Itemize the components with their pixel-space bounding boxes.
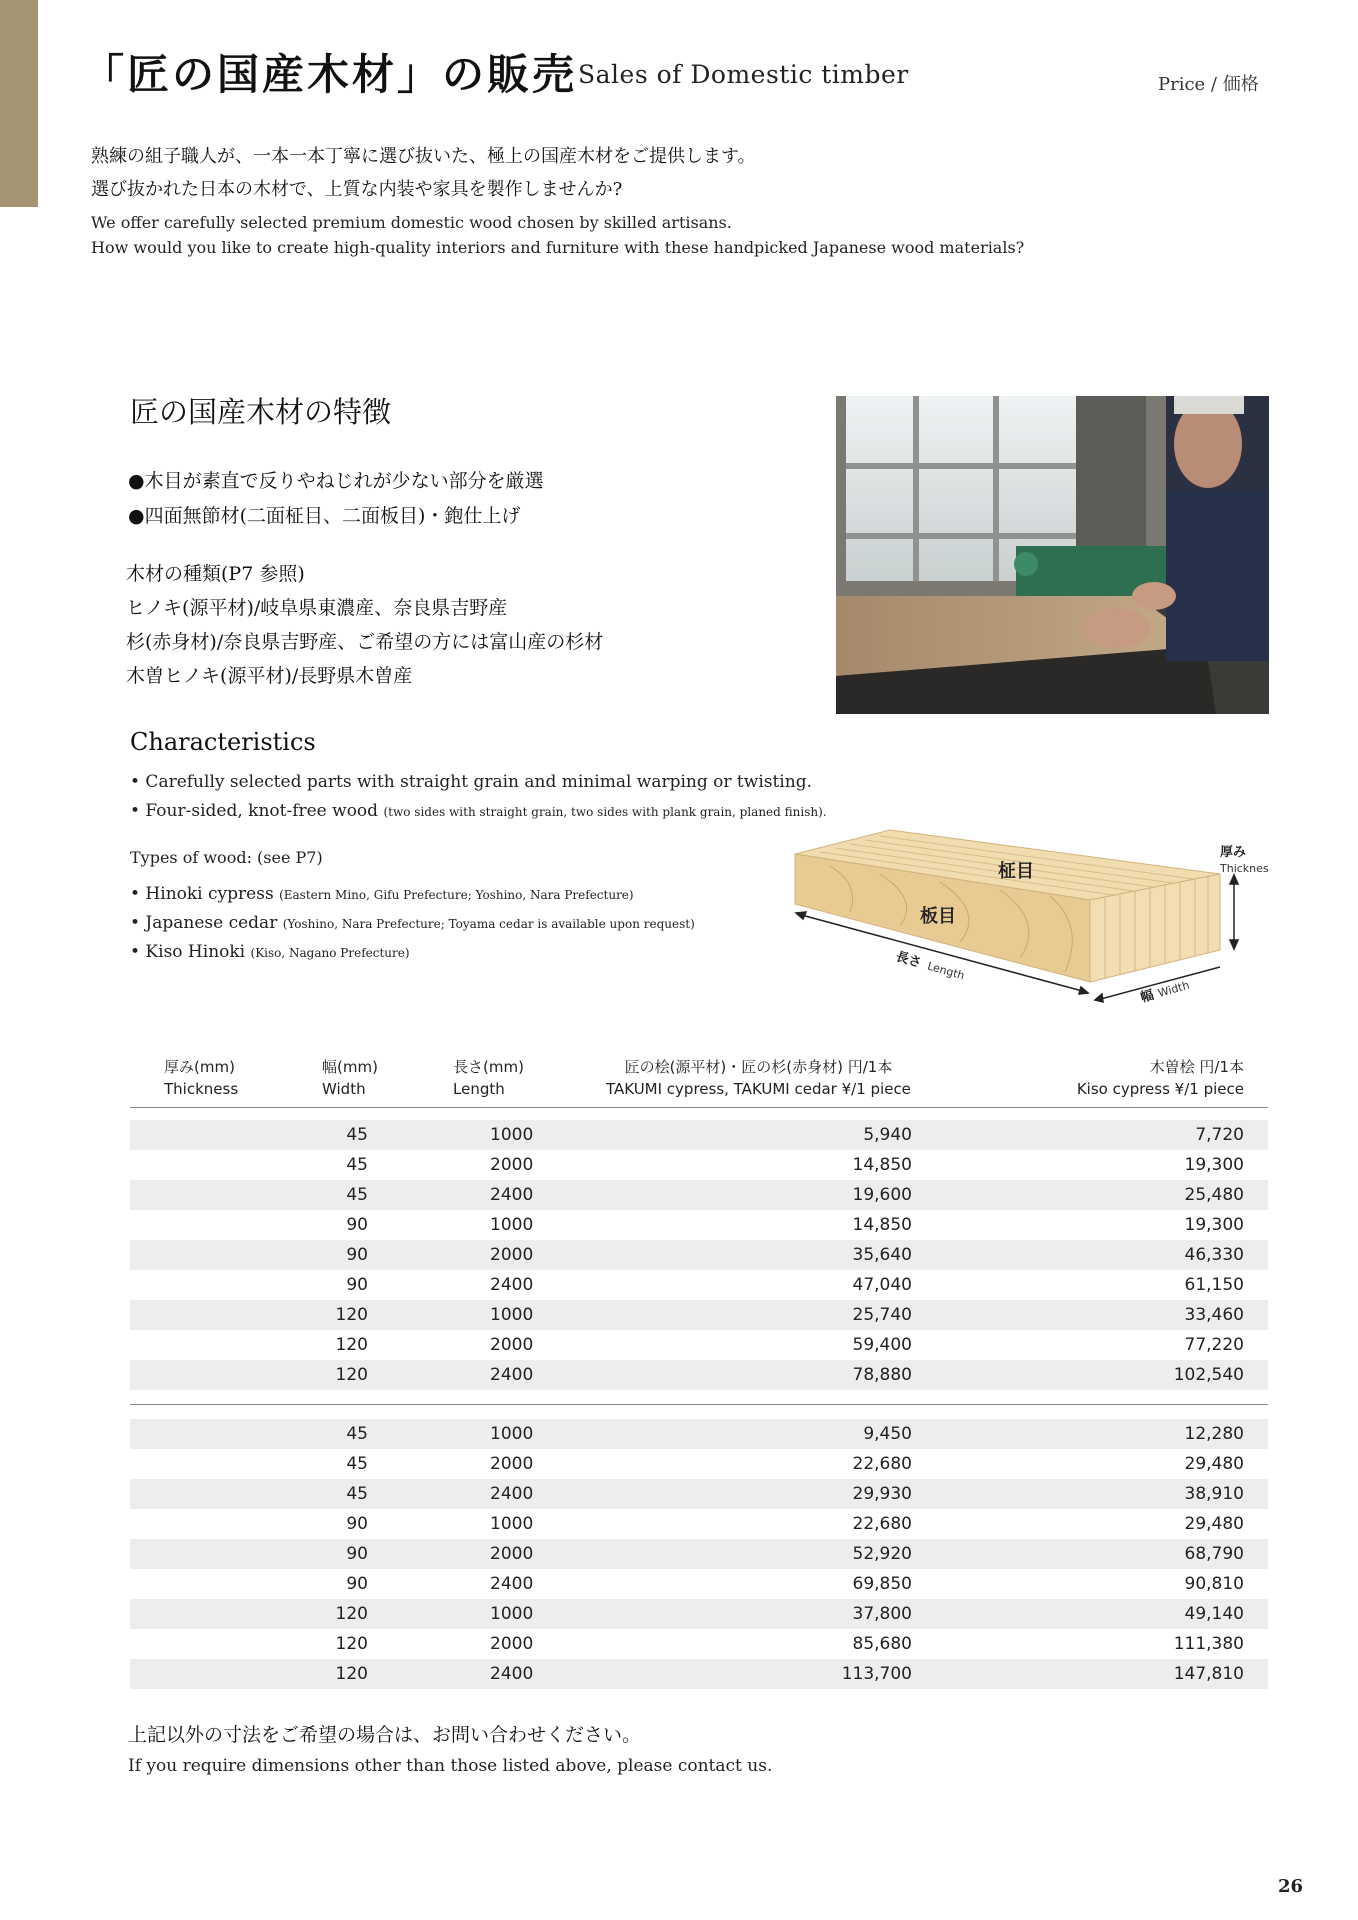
- wood-type-en-item: [130, 909, 695, 938]
- type-origin: (Eastern Mino, Gifu Prefecture; Yoshino, Nara Prefecture): [279, 888, 634, 902]
- cell-width: 90: [346, 1275, 368, 1295]
- cell-takumi: 59,400: [852, 1335, 912, 1355]
- cell-width: 120: [335, 1305, 368, 1325]
- header-thickness-en: Thickness: [164, 1080, 239, 1098]
- cell-width: 120: [335, 1335, 368, 1355]
- timber-diagram-svg: [790, 822, 1280, 1008]
- header-length: [453, 1056, 524, 1100]
- cell-kiso: 25,480: [1184, 1185, 1244, 1205]
- cell-length: 2400: [490, 1574, 534, 1594]
- cell-kiso: 77,220: [1184, 1335, 1244, 1355]
- table-row: [130, 1120, 1268, 1150]
- cell-takumi: 78,880: [852, 1365, 912, 1385]
- wood-type-item: ヒノキ(源平材)/岐阜県東濃産、奈良県吉野産: [126, 597, 508, 619]
- table-row: [130, 1210, 1268, 1240]
- intro-en-line: How would you like to create high-quality interiors and furniture with these handpicked Japanese wood materials?: [91, 238, 1025, 257]
- wood-type-item: 杉(赤身材)/奈良県吉野産、ご希望の方には富山産の杉材: [126, 631, 604, 653]
- thickness-en-label: Thicknes: [1220, 862, 1269, 875]
- cell-kiso: 29,480: [1184, 1514, 1244, 1534]
- cell-length: 2000: [490, 1245, 534, 1265]
- cell-length: 1000: [490, 1424, 534, 1444]
- cell-kiso: 29,480: [1184, 1454, 1244, 1474]
- cell-width: 45: [346, 1125, 368, 1145]
- cell-kiso: 38,910: [1184, 1484, 1244, 1504]
- cell-width: 45: [346, 1155, 368, 1175]
- header-kiso-en: Kiso cypress ¥/1 piece: [1076, 1080, 1244, 1098]
- intro-en-line: We offer carefully selected premium domestic wood chosen by skilled artisans.: [91, 213, 732, 232]
- cell-takumi: 9,450: [863, 1424, 912, 1444]
- header-length-en: Length: [453, 1080, 505, 1098]
- cell-width: 90: [346, 1574, 368, 1594]
- cell-length: 1000: [490, 1305, 534, 1325]
- header-width-en: Width: [322, 1080, 366, 1098]
- wood-types-en: [130, 880, 695, 967]
- cell-length: 2000: [490, 1634, 534, 1654]
- accent-bar: [0, 0, 38, 207]
- characteristic-bullet: [130, 797, 827, 827]
- type-name: • Kiso Hinoki: [130, 942, 251, 962]
- header-takumi-en: TAKUMI cypress, TAKUMI cedar ¥/1 piece: [606, 1080, 911, 1098]
- type-name: • Hinoki cypress: [130, 884, 280, 904]
- table-row: [130, 1270, 1268, 1300]
- header-kiso: [1077, 1056, 1244, 1100]
- type-origin: (Yoshino, Nara Prefecture; Toyama cedar is available upon request): [282, 917, 695, 931]
- width-en-label: Width: [1156, 978, 1191, 1000]
- table-row: [130, 1629, 1268, 1659]
- cell-width: 120: [335, 1365, 368, 1385]
- table-row: [130, 1330, 1268, 1360]
- type-origin: (Kiso, Nagano Prefecture): [250, 946, 410, 960]
- width-jp-label: 幅: [1138, 987, 1156, 1006]
- cell-takumi: 37,800: [852, 1604, 912, 1624]
- table-row: [130, 1150, 1268, 1180]
- header-takumi-jp: 匠の桧(源平材)・匠の杉(赤身材) 円/1本: [624, 1058, 893, 1076]
- cell-width: 45: [346, 1484, 368, 1504]
- price-label: Price / 価格: [1158, 74, 1259, 95]
- cell-takumi: 22,680: [852, 1514, 912, 1534]
- table-row: [130, 1240, 1268, 1270]
- intro-en: [91, 210, 1024, 260]
- cell-takumi: 14,850: [852, 1215, 912, 1235]
- cell-kiso: 19,300: [1184, 1215, 1244, 1235]
- itame-label: 板目: [920, 906, 956, 927]
- cell-kiso: 12,280: [1184, 1424, 1244, 1444]
- table-row: [130, 1509, 1268, 1539]
- cell-width: 90: [346, 1245, 368, 1265]
- bullet-note: (two sides with straight grain, two sides with plank grain, planed finish).: [383, 805, 827, 819]
- cell-kiso: 33,460: [1184, 1305, 1244, 1325]
- features-bullets: [128, 464, 544, 534]
- table-row: [130, 1599, 1268, 1629]
- header-width: [322, 1056, 378, 1100]
- contact-note-jp: 上記以外の寸法をご希望の場合は、お問い合わせください。: [128, 1724, 642, 1746]
- cell-length: 1000: [490, 1604, 534, 1624]
- table-header: [130, 1048, 1268, 1108]
- artisan-photo-illustration: [836, 396, 1269, 714]
- cell-length: 2000: [490, 1335, 534, 1355]
- cell-takumi: 14,850: [852, 1155, 912, 1175]
- cell-length: 2000: [490, 1155, 534, 1175]
- cell-takumi: 35,640: [852, 1245, 912, 1265]
- wood-types-jp: [126, 557, 603, 693]
- cell-kiso: 147,810: [1173, 1664, 1244, 1684]
- cell-takumi: 19,600: [852, 1185, 912, 1205]
- wood-types-heading: 木材の種類(P7 参照): [126, 563, 305, 585]
- cell-length: 2400: [490, 1664, 534, 1684]
- length-jp-label: 長さ: [893, 949, 924, 972]
- table-row: [130, 1360, 1268, 1390]
- cell-length: 2400: [490, 1365, 534, 1385]
- cell-takumi: 47,040: [852, 1275, 912, 1295]
- masame-label: 柾目: [998, 861, 1034, 882]
- cell-length: 1000: [490, 1125, 534, 1145]
- table-row: [130, 1300, 1268, 1330]
- cell-kiso: 68,790: [1184, 1544, 1244, 1564]
- cell-width: 90: [346, 1514, 368, 1534]
- characteristic-bullet: • Carefully selected parts with straight grain and minimal warping or twisting.: [130, 772, 812, 792]
- cell-kiso: 90,810: [1184, 1574, 1244, 1594]
- page-number: 26: [1278, 1876, 1304, 1897]
- cell-width: 90: [346, 1215, 368, 1235]
- cell-kiso: 19,300: [1184, 1155, 1244, 1175]
- header-thickness-jp: 厚み(mm): [164, 1058, 235, 1076]
- type-name: • Japanese cedar: [130, 913, 283, 933]
- header-kiso-jp: 木曽桧 円/1本: [1149, 1058, 1244, 1076]
- characteristics-heading: Characteristics: [130, 728, 316, 756]
- header-takumi: [606, 1056, 911, 1100]
- table-row: [130, 1569, 1268, 1599]
- features-heading: 匠の国産木材の特徴: [130, 395, 392, 429]
- cell-takumi: 52,920: [852, 1544, 912, 1564]
- cell-kiso: 61,150: [1184, 1275, 1244, 1295]
- cell-kiso: 49,140: [1184, 1604, 1244, 1624]
- page-subtitle: Sales of Domestic timber: [578, 60, 909, 89]
- cell-takumi: 69,850: [852, 1574, 912, 1594]
- artisan-photo: [836, 396, 1269, 714]
- table-row: [130, 1479, 1268, 1509]
- cell-kiso: 7,720: [1195, 1125, 1244, 1145]
- cell-width: 45: [346, 1424, 368, 1444]
- cell-width: 45: [346, 1454, 368, 1474]
- cell-length: 2400: [490, 1275, 534, 1295]
- cell-takumi: 5,940: [863, 1125, 912, 1145]
- cell-kiso: 46,330: [1184, 1245, 1244, 1265]
- wood-type-en-item: [130, 880, 695, 909]
- cell-takumi: 113,700: [841, 1664, 912, 1684]
- wood-type-en-item: [130, 938, 695, 967]
- page-title: 「匠の国産木材」の販売: [82, 50, 578, 99]
- feature-bullet: ●四面無節材(二面柾目、二面板目)・鉋仕上げ: [128, 505, 521, 527]
- thickness-group: [130, 1404, 1268, 1689]
- wood-type-item: 木曽ヒノキ(源平材)/長野県木曽産: [126, 665, 413, 687]
- cell-length: 2400: [490, 1484, 534, 1504]
- cell-width: 120: [335, 1664, 368, 1684]
- table-row: [130, 1449, 1268, 1479]
- cell-takumi: 85,680: [852, 1634, 912, 1654]
- header-length-jp: 長さ(mm): [453, 1058, 524, 1076]
- cell-width: 45: [346, 1185, 368, 1205]
- cell-width: 90: [346, 1544, 368, 1564]
- intro-jp-line: 熟練の組子職人が、一本一本丁寧に選び抜いた、極上の国産木材をご提供します。: [91, 146, 756, 167]
- header-width-jp: 幅(mm): [322, 1058, 378, 1076]
- cell-takumi: 29,930: [852, 1484, 912, 1504]
- intro-jp-line: 選び抜かれた日本の木材で、上質な内装や家具を製作しませんか?: [91, 179, 623, 200]
- cell-width: 120: [335, 1604, 368, 1624]
- price-table: [130, 1048, 1268, 1689]
- characteristics-bullets: [130, 768, 827, 827]
- wood-types-en-heading: Types of wood: (see P7): [130, 848, 323, 867]
- table-row: [130, 1659, 1268, 1689]
- table-row: [130, 1539, 1268, 1569]
- cell-kiso: 102,540: [1173, 1365, 1244, 1385]
- feature-bullet: ●木目が素直で反りやねじれが少ない部分を厳選: [128, 470, 544, 492]
- cell-width: 120: [335, 1634, 368, 1654]
- intro-jp: [91, 140, 756, 206]
- length-en-label: Length: [925, 959, 966, 983]
- thickness-jp-label: 厚み: [1220, 845, 1247, 860]
- cell-length: 2400: [490, 1185, 534, 1205]
- contact-note-en: If you require dimensions other than those listed above, please contact us.: [128, 1756, 773, 1776]
- cell-takumi: 25,740: [852, 1305, 912, 1325]
- cell-takumi: 22,680: [852, 1454, 912, 1474]
- timber-diagram: [790, 822, 1280, 1008]
- cell-length: 2000: [490, 1544, 534, 1564]
- thickness-group: [130, 1108, 1268, 1390]
- table-body: [130, 1108, 1268, 1689]
- table-row: [130, 1180, 1268, 1210]
- cell-length: 1000: [490, 1514, 534, 1534]
- cell-length: 2000: [490, 1454, 534, 1474]
- cell-kiso: 111,380: [1173, 1634, 1244, 1654]
- table-row: [130, 1419, 1268, 1449]
- bullet-main: • Four-sided, knot-free wood: [130, 801, 384, 821]
- cell-length: 1000: [490, 1215, 534, 1235]
- header-thickness: [164, 1056, 238, 1100]
